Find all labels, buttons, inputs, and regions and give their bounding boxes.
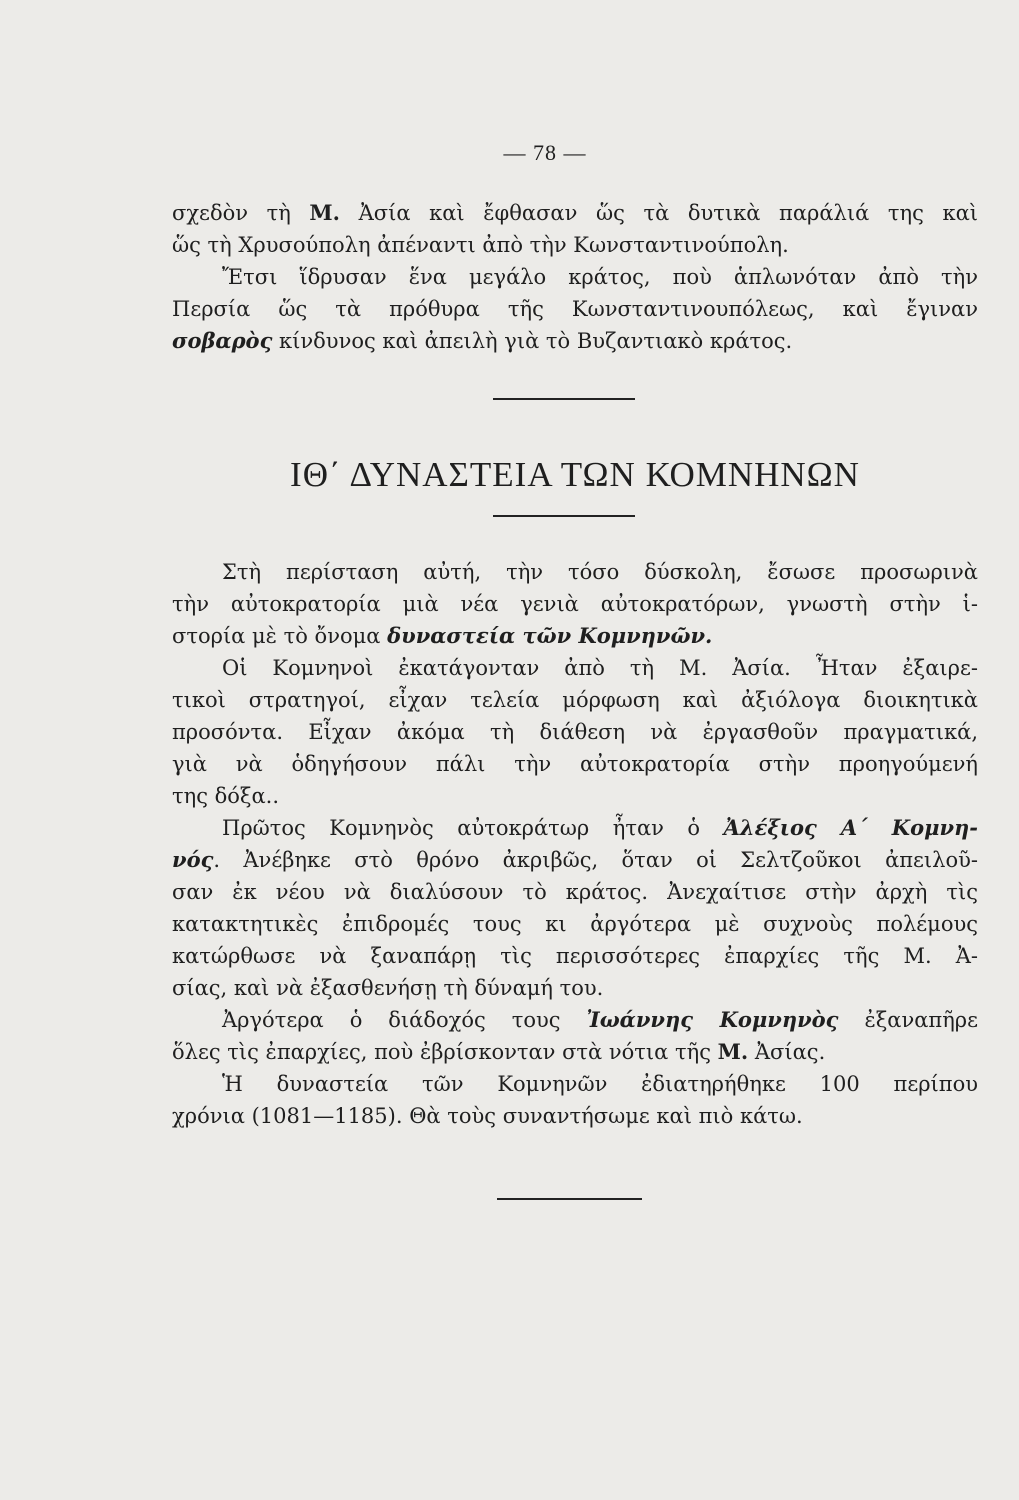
text-line xyxy=(172,845,978,875)
separator-rule xyxy=(493,515,635,517)
text-span: . Ἀνέβηκε στὸ θρόνο ἀκριβῶς, ὅταν οἱ Σελτζοῦκοι ἀπειλοῦ- xyxy=(213,848,978,872)
section-heading: ΙΘ΄ ΔΥΝΑΣΤΕΙΑ ΤΩΝ ΚΟΜΝΗΝΩΝ xyxy=(290,455,860,494)
text-line xyxy=(172,941,978,971)
text-line xyxy=(172,262,978,292)
text-span: Οἱ Κομνηνοὶ ἐκατάγονταν ἀπὸ τὴ Μ. Ἀσία. Ἦταν ἐξαιρε- xyxy=(222,656,978,680)
text-span: κίνδυνος καὶ ἀπειλὴ γιὰ τὸ Βυζαντιακὸ κράτος. xyxy=(272,329,793,353)
text-span: Πρῶτος Κομνηνὸς αὐτοκράτωρ ἦταν ὁ xyxy=(222,816,724,840)
text-line xyxy=(172,813,978,843)
text-line xyxy=(172,1101,978,1131)
separator-rule xyxy=(497,1198,642,1200)
text-span: ὥς τὴ Χρυσούπολη ἀπέναντι ἀπὸ τὴν Κωνσταντινούπολη. xyxy=(172,233,789,257)
text-line xyxy=(172,326,978,356)
text-span: χρόνια (1081—1185). Θὰ τοὺς συναντήσωμε καὶ πιὸ κάτω. xyxy=(172,1104,803,1128)
text-line xyxy=(172,749,978,779)
text-span: Ἀσία καὶ ἔφθασαν ὥς τὰ δυτικὰ παράλιά της καὶ xyxy=(339,201,978,225)
text-line xyxy=(172,685,978,715)
text-bold-italic: Ἀλέξιος Α΄ Κομνη- xyxy=(723,815,978,840)
text-span: σαν ἐκ νέου νὰ διαλύσουν τὸ κράτος. Ἀνεχαίτισε στὴν ἀρχὴ τὶς xyxy=(172,880,978,904)
text-span: κατώρθωσε νὰ ξαναπάρῃ τὶς περισσότερες ἐπαρχίες τῆς Μ. Ἀ- xyxy=(172,944,978,968)
text-span: ὅλες τὶς ἐπαρχίες, ποὺ ἐβρίσκονταν στὰ νότια τῆς xyxy=(172,1040,718,1064)
page-number: — 78 — xyxy=(503,140,587,165)
separator-rule xyxy=(493,398,635,400)
text-span: Στὴ περίσταση αὐτή, τὴν τόσο δύσκολη, ἔσωσε προσωρινὰ xyxy=(222,560,978,584)
text-line xyxy=(172,877,978,907)
text-span: προσόντα. Εἶχαν ἀκόμα τὴ διάθεση νὰ ἐργασθοῦν πραγματικά, xyxy=(172,720,978,744)
text-bold-italic: Ἰωάννης Κομνηνὸς xyxy=(586,1007,839,1032)
text-line xyxy=(172,589,978,619)
text-line xyxy=(172,717,978,747)
text-span: τικοὶ στρατηγοί, εἶχαν τελεία μόρφωση καὶ ἀξιόλογα διοικητικὰ xyxy=(172,688,978,712)
text-span: της δόξα.. xyxy=(172,784,280,808)
text-span: κατακτητικὲς ἐπιδρομές τους κι ἀργότερα μὲ συχνοὺς πολέμους xyxy=(172,912,978,936)
text-span: σχεδὸν τὴ xyxy=(172,201,310,225)
text-span: στορία μὲ τὸ ὄνομα xyxy=(172,624,388,648)
text-line xyxy=(172,198,978,228)
text-line xyxy=(172,1005,978,1035)
text-span: Ἀσίας. xyxy=(748,1040,826,1064)
text-bold: Μ. xyxy=(309,200,340,225)
text-span: Ἀργότερα ὁ διάδοχός τους xyxy=(222,1008,587,1032)
text-line xyxy=(172,1069,978,1099)
text-span: Ἡ δυναστεία τῶν Κομνηνῶν ἐδιατηρήθηκε 100 περίπου xyxy=(222,1072,978,1096)
text-bold-italic: δυναστεία τῶν Κομνηνῶν. xyxy=(387,623,713,648)
text-bold-italic: νός xyxy=(172,847,214,872)
text-line xyxy=(172,781,978,811)
text-line xyxy=(172,909,978,939)
text-line xyxy=(172,1037,978,1067)
text-line xyxy=(172,230,978,260)
text-line xyxy=(172,973,978,1003)
text-span: Περσία ὥς τὰ πρόθυρα τῆς Κωνσταντινουπόλεως, καὶ ἔγιναν xyxy=(172,297,978,321)
text-line xyxy=(172,621,978,651)
text-span: γιὰ νὰ ὁδηγήσουν πάλι τὴν αὐτοκρατορία στὴν προηγούμενή xyxy=(172,752,978,776)
text-line xyxy=(172,653,978,683)
text-bold: Μ. xyxy=(717,1039,749,1064)
text-span: ἐξαναπῆρε xyxy=(838,1008,979,1032)
text-span: Ἔτσι ἵδρυσαν ἕνα μεγάλο κράτος, ποὺ ἁπλωνόταν ἀπὸ τὴν xyxy=(222,265,978,289)
text-line xyxy=(172,294,978,324)
text-bold-italic: σοβαρὸς xyxy=(172,328,273,353)
text-line xyxy=(172,557,978,587)
text-span: σίας, καὶ νὰ ἐξασθενήσῃ τὴ δύναμή του. xyxy=(172,976,604,1000)
text-span: τὴν αὐτοκρατορία μιὰ νέα γενιὰ αὐτοκρατόρων, γνωστὴ στὴν ἱ- xyxy=(172,592,978,616)
